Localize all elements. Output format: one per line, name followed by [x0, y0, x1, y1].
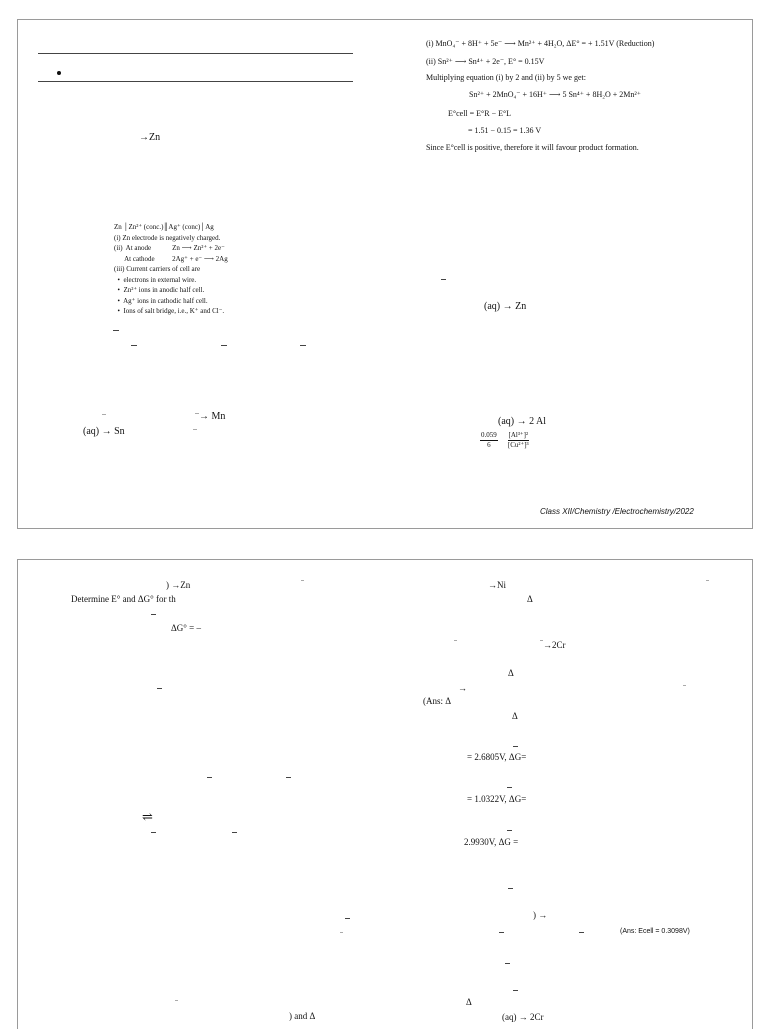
cell-line: (ii) At anode Zn ⟶ Zn²⁺ + 2e⁻ [114, 244, 225, 252]
dash-mark [683, 685, 686, 686]
equation-1: (i) MnO₄⁻ + 8H⁺ + 5e⁻ ⟶ Mn²⁺ + 4H₂O, ΔE° = + 1.51V (Reduction) [426, 39, 655, 48]
dash-mark [508, 888, 513, 889]
delta-symbol: Δ [508, 668, 514, 678]
dash-mark [579, 932, 584, 933]
dash-mark [513, 990, 518, 991]
dash-mark [499, 932, 504, 933]
dash-mark [301, 580, 304, 581]
dash-mark [505, 963, 510, 964]
rule-line-top [38, 53, 353, 54]
answer-value-2: = 1.0322V, ΔG= [467, 794, 527, 804]
dash-mark [151, 832, 156, 833]
cell-line: • Zn²⁺ ions in anodic half cell. [114, 286, 205, 294]
concentration-numerator: [Al³⁺]² [508, 431, 529, 439]
dash-mark [193, 429, 197, 430]
delta-g-equation: ΔG° = – [171, 623, 201, 633]
multiply-instruction: Multiplying equation (i) by 2 and (ii) by 5 we get: [426, 73, 586, 82]
mn-reaction-arrow: → Mn [199, 411, 226, 422]
al-aq-reaction: (aq) → 2 Al [498, 416, 547, 427]
delta-symbol: Δ [466, 997, 472, 1007]
ecell-value: = 1.51 − 0.15 = 1.36 V [468, 126, 542, 135]
answer-value-3: 2.9930V, ΔG = [464, 837, 519, 847]
dash-mark [232, 832, 237, 833]
dash-mark [151, 614, 156, 615]
cell-line: • Ag⁺ ions in cathodic half cell. [114, 296, 208, 305]
answer-delta: (Ans: Δ [423, 696, 452, 706]
dash-mark [113, 330, 119, 331]
fraction-numerator: 0.059 [481, 431, 497, 439]
fraction-denominator: 6 [487, 441, 491, 449]
cr-reaction-arrow: →2Cr [543, 640, 566, 650]
zn-aq-reaction: (aq) → Zn [484, 301, 527, 312]
dash-mark [507, 787, 512, 788]
dash-mark [507, 830, 512, 831]
dash-mark [441, 279, 446, 280]
zn-reaction-arrow: →Zn [139, 132, 161, 143]
dash-mark [286, 777, 291, 778]
cr-aq-reaction: (aq) → 2Cr [502, 1012, 544, 1022]
determine-question: Determine E° and ΔG° for th [71, 594, 176, 604]
conclusion-text: Since E°cell is positive, therefore it will favour product formation. [426, 143, 639, 152]
dash-mark [102, 414, 106, 415]
dash-mark [157, 688, 162, 689]
dash-mark [345, 918, 350, 919]
paren-arrow: ) → [533, 910, 548, 920]
ni-reaction-arrow: →Ni [488, 580, 506, 590]
cell-line: • Ions of salt bridge, i.e., K⁺ and Cl⁻. [114, 307, 225, 315]
dash-mark [706, 580, 709, 581]
dash-mark [207, 777, 212, 778]
ecell-formula: E°cell = E°R − E°L [448, 109, 512, 118]
dash-mark [300, 345, 306, 346]
cell-line: (iii) Current carriers of cell are [114, 265, 201, 273]
document-page-1 [17, 19, 753, 529]
cell-notation: Zn │Zn²⁺ (conc.)║Ag⁺ (conc)│Ag [114, 223, 214, 231]
zn-reaction-arrow: ) →Zn [166, 580, 191, 590]
arrow: → [458, 683, 467, 693]
dash-mark [131, 345, 137, 346]
cell-line: (i) Zn electrode is negatively charged. [114, 233, 221, 242]
dash-mark [513, 746, 518, 747]
concentration-denominator: [Cu²⁺]³ [507, 441, 529, 449]
rule-line-bottom [38, 81, 353, 82]
cell-line: • electrons in external wire. [114, 275, 197, 284]
document-page-2 [17, 559, 753, 1029]
combined-equation: Sn²⁺ + 2MnO₄⁻ + 16H⁺ ⟶ 5 Sn⁴⁺ + 8H₂O + 2Mn²⁺ [469, 90, 642, 99]
cell-line: At cathode 2Ag⁺ + e⁻ ⟶ 2Ag [114, 254, 228, 263]
dash-mark [340, 932, 343, 933]
sn-reaction-line: (aq) → Sn [83, 426, 125, 437]
answer-ecell: (Ans: Ecell = 0.3098V) [620, 928, 690, 935]
cell-description-block [114, 223, 294, 318]
dash-mark [454, 640, 457, 641]
page-footer: Class XII/Chemistry /Electrochemistry/2022 [540, 507, 694, 516]
delta-symbol: Δ [527, 594, 533, 604]
equation-2: (ii) Sn²⁺ ⟶ Sn⁴⁺ + 2e⁻, E° = 0.15V [426, 57, 545, 66]
delta-symbol: Δ [512, 711, 518, 721]
bullet-point [57, 71, 61, 75]
dash-mark [175, 1000, 178, 1001]
nernst-fractions [480, 431, 537, 450]
equilibrium-arrow: ⇌ [142, 809, 153, 824]
dash-mark [221, 345, 227, 346]
answer-value-1: = 2.6805V, ΔG= [467, 752, 527, 762]
and-delta-text: ) and Δ [289, 1011, 316, 1021]
